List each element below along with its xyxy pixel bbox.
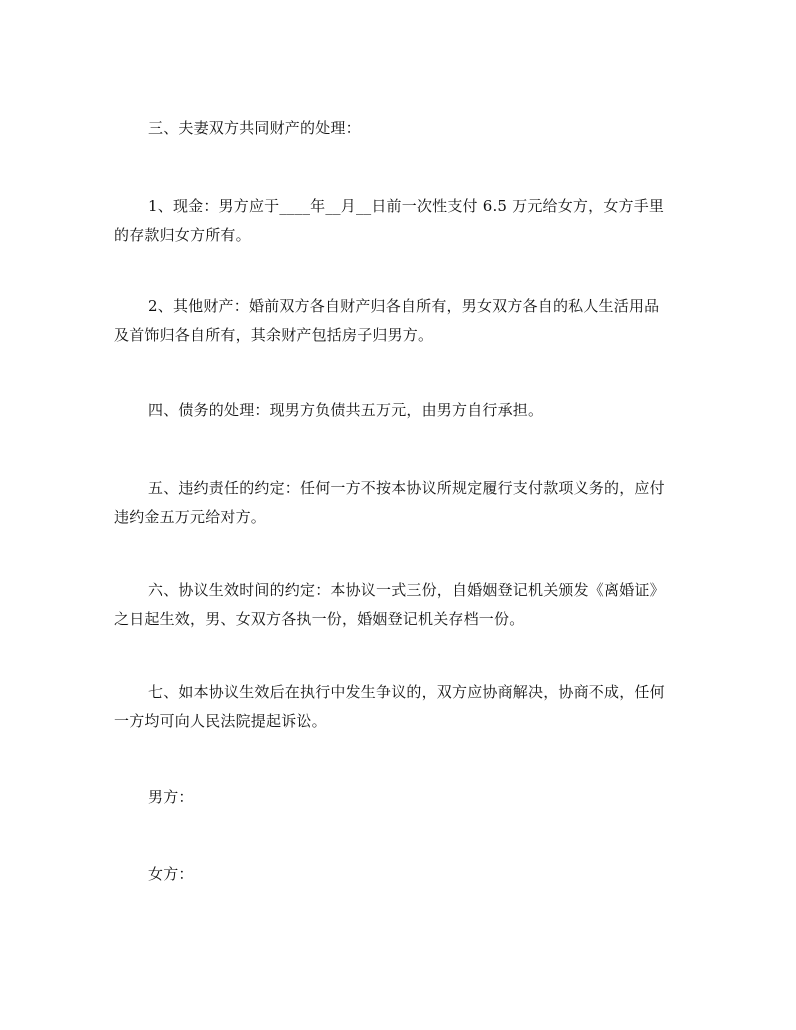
section-3-item-1-line-1: 1、现金：男方应于____年__月__日前一次性支付 6.5 万元给女方，女方手里 (148, 197, 665, 215)
section-5 (114, 474, 690, 532)
section-6-line-2: 之日起生效，男、女双方各执一份，婚姻登记机关存档一份。 (114, 610, 525, 628)
section-5-line-1: 五、违约责任的约定：任何一方不按本协议所规定履行支付款项义务的，应付 (148, 479, 665, 497)
section-6-line-1: 六、协议生效时间的约定：本协议一式三份，自婚姻登记机关颁发《离婚证》 (148, 581, 665, 599)
signature-female-label: 女方： (148, 865, 194, 883)
section-3-item-2-line-1: 2、其他财产：婚前双方各自财产归各自所有，男女双方各自的私人生活用品 (148, 297, 660, 315)
section-5-line-2: 违约金五万元给对方。 (114, 508, 267, 526)
section-3-heading-text: 三、夫妻双方共同财产的处理： (148, 119, 361, 137)
section-3-item-1 (114, 192, 690, 250)
section-3-item-2 (114, 292, 690, 350)
signature-female (114, 860, 690, 889)
section-7-line-1: 七、如本协议生效后在执行中发生争议的，双方应协商解决，协商不成，任何 (148, 683, 665, 701)
section-4 (114, 396, 690, 425)
signature-male (114, 783, 690, 812)
section-7-line-2: 一方均可向人民法院提起诉讼。 (114, 712, 327, 730)
signature-male-label: 男方： (148, 788, 194, 806)
section-3-heading (114, 114, 690, 143)
section-3-item-1-line-2: 的存款归女方所有。 (114, 226, 251, 244)
section-4-text: 四、债务的处理：现男方负债共五万元，由男方自行承担。 (148, 401, 544, 419)
section-6 (114, 576, 690, 634)
section-3-item-2-line-2: 及首饰归各自所有，其余财产包括房子归男方。 (114, 326, 434, 344)
section-7 (114, 678, 690, 736)
